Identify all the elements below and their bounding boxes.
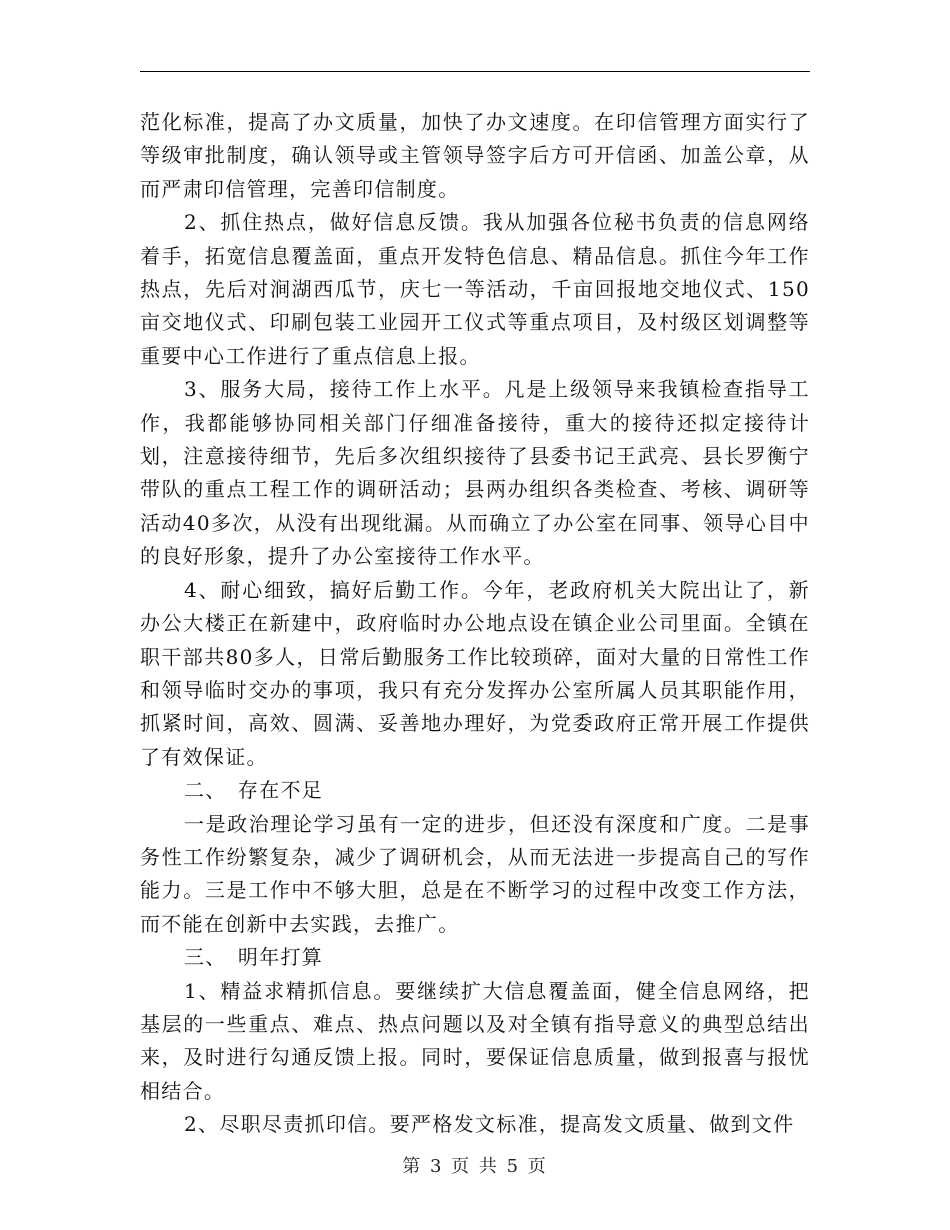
section-heading: 二、 存在不足: [184, 778, 324, 803]
body-paragraph: 2、尽职尽责抓印信。要严格发文标准，提高发文质量、做到文件: [184, 1112, 795, 1137]
body-paragraph: 范化标准，提高了办文质量，加快了办文速度。在印信管理方面实行了等级审批制度，确认领导或主管领导签字后方可开信函、加盖公章，从而严肃印信管理，完善印信制度。: [140, 110, 810, 201]
document-body: [140, 106, 810, 1142]
section-heading: 三、 明年打算: [184, 945, 324, 970]
body-paragraph: 1、精益求精抓信息。要继续扩大信息覆盖面，健全信息网络，把基层的一些重点、难点、热点问题以及对全镇有指导意义的典型总结出来，及时进行勾通反馈上报。同时，要保证信息质量，做到报喜与报忧相结合。: [140, 978, 810, 1103]
body-paragraph: 4、耐心细致，搞好后勤工作。今年，老政府机关大院出让了，新办公大楼正在新建中，政府临时办公地点设在镇企业公司里面。全镇在职干部共80多人，日常后勤服务工作比较琐碎，面对大量的日常性工作和领导临时交办的事项，我只有充分发挥办公室所属人员其职能作用，抓紧时间，高效、圆满、妥善地办理好，为党委政府正常开展工作提供了有效保证。: [140, 577, 810, 769]
body-paragraph: 2、抓住热点，做好信息反馈。我从加强各位秘书负责的信息网络着手，拓宽信息覆盖面，重点开发特色信息、精品信息。抓住今年工作热点，先后对涧湖西瓜节，庆七一等活动，千亩回报地交地仪式、150亩交地仪式、印刷包装工业园开工仪式等重点项目，及村级区划调整等重要中心工作进行了重点信息上报。: [140, 210, 810, 368]
body-paragraph: 一是政治理论学习虽有一定的进步，但还没有深度和广度。二是事务性工作纷繁复杂，减少了调研机会，从而无法进一步提高自己的写作能力。三是工作中不够大胆，总是在不断学习的过程中改变工作方法，而不能在创新中去实践，去推广。: [140, 811, 810, 936]
page-number-footer: 第 3 页 共 5 页: [402, 1156, 548, 1177]
header-rule: [140, 71, 810, 72]
body-paragraph: 3、服务大局，接待工作上水平。凡是上级领导来我镇检查指导工作，我都能够协同相关部门仔细准备接待，重大的接待还拟定接待计划，注意接待细节，先后多次组织接待了县委书记王武亮、县长罗衡宁带队的重点工程工作的调研活动；县两办组织各类检查、考核、调研等活动40多次，从没有出现纰漏。从而确立了办公室在同事、领导心目中的良好形象，提升了办公室接待工作水平。: [140, 377, 810, 569]
